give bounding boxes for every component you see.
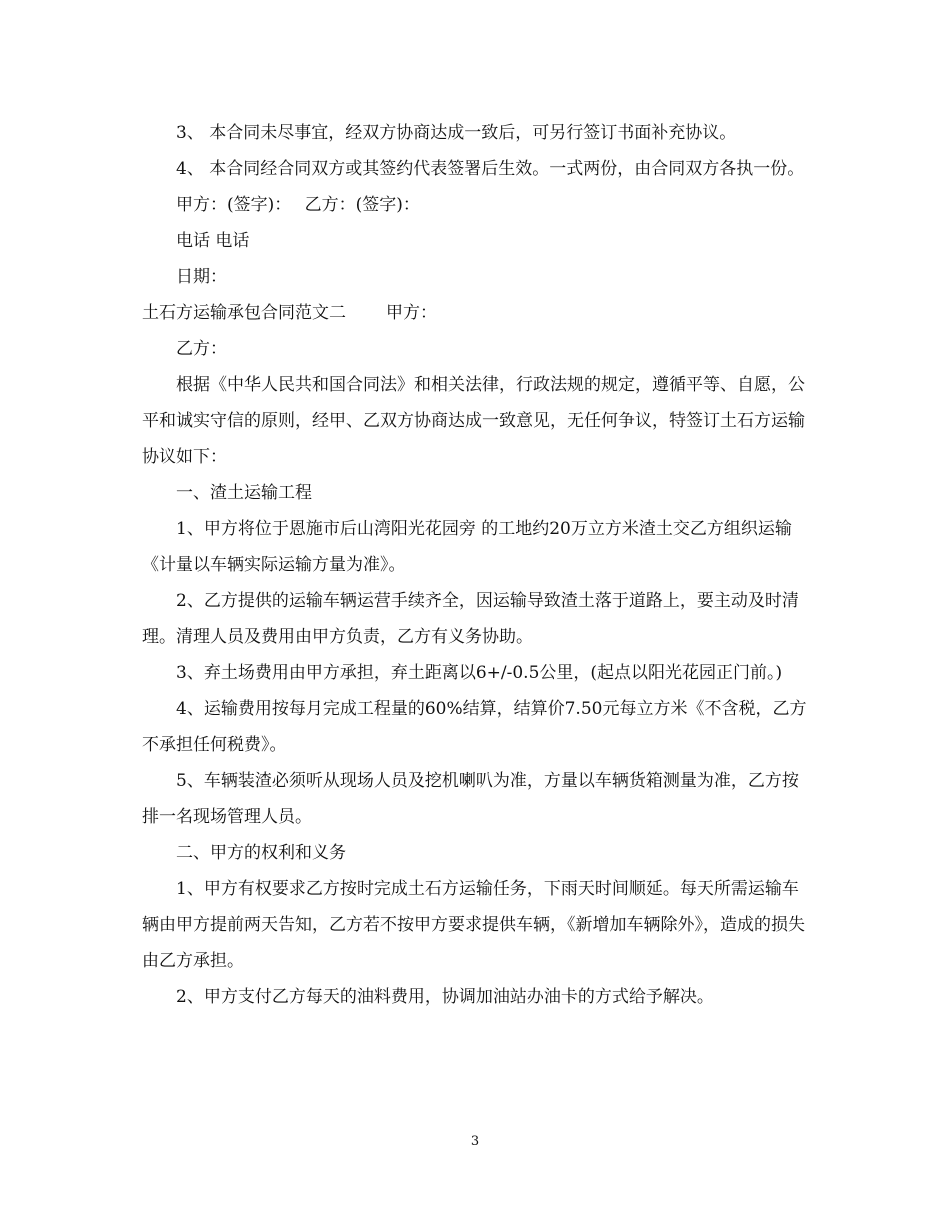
section2-item-1: 1、甲方有权要求乙方按时完成土石方运输任务，下雨天时间顺延。每天所需运输车辆由甲方提前两天告知，乙方若不按甲方要求提供车辆，《新增加车辆除外》，造成的损失由乙方承担。	[142, 879, 805, 971]
clause-3-paragraph: 3、 本合同未尽事宜，经双方协商达成一致后，可另行签订书面补充协议。	[176, 123, 737, 143]
party-b-label: 乙方：	[176, 339, 227, 359]
clause-4-paragraph: 4、 本合同经合同双方或其签约代表签署后生效。一式两份，由合同双方各执一份。	[176, 159, 805, 179]
section-title-line	[142, 295, 814, 331]
section-heading-1: 一、渣土运输工程	[176, 483, 312, 503]
section2-item-2: 2、甲方支付乙方每天的油料费用，协调加油站办油卡的方式给予解决。	[176, 987, 714, 1007]
section1-item-2: 2、乙方提供的运输车辆运营手续齐全，因运输导致渣土落于道路上，要主动及时清理。清理人员及费用由甲方负责，乙方有义务协助。	[142, 591, 799, 647]
section1-item-3: 3、弃土场费用由甲方承担，弃土距离以6+/-0.5公里，(起点以阳光花园正门前。)	[176, 663, 783, 683]
document-body	[142, 115, 814, 1015]
party-a-signature-label: 甲方：(签字)：	[176, 195, 292, 215]
section-heading-2: 二、甲方的权利和义务	[176, 843, 346, 863]
signature-line	[142, 187, 814, 223]
section1-item-1: 1、甲方将位于恩施市后山湾阳光花园旁 的工地约20万立方米渣土交乙方组织运输《计量以车辆实际运输方量为准》。	[142, 519, 792, 575]
phone-line: 电话 电话	[176, 231, 250, 251]
date-line: 日期：	[176, 267, 227, 287]
party-b-signature-label: 乙方：(签字)：	[304, 195, 420, 215]
section1-item-5: 5、车辆装渣必须听从现场人员及挖机喇叭为准，方量以车辆货箱测量为准，乙方按排一名现场管理人员。	[142, 771, 799, 827]
preamble-paragraph: 根据《中华人民共和国合同法》和相关法律，行政法规的规定，遵循平等、自愿，公平和诚实守信的原则，经甲、乙双方协商达成一致意见，无任何争议，特签订土石方运输协议如下：	[142, 375, 805, 467]
section1-item-4: 4、运输费用按每月完成工程量的60%结算，结算价7.50元每立方米《不含税，乙方不承担任何税费》。	[142, 699, 807, 755]
party-a-label: 甲方：	[386, 303, 437, 323]
page-number: 3	[470, 1134, 480, 1149]
contract-title: 土石方运输承包合同范文二	[142, 303, 346, 323]
